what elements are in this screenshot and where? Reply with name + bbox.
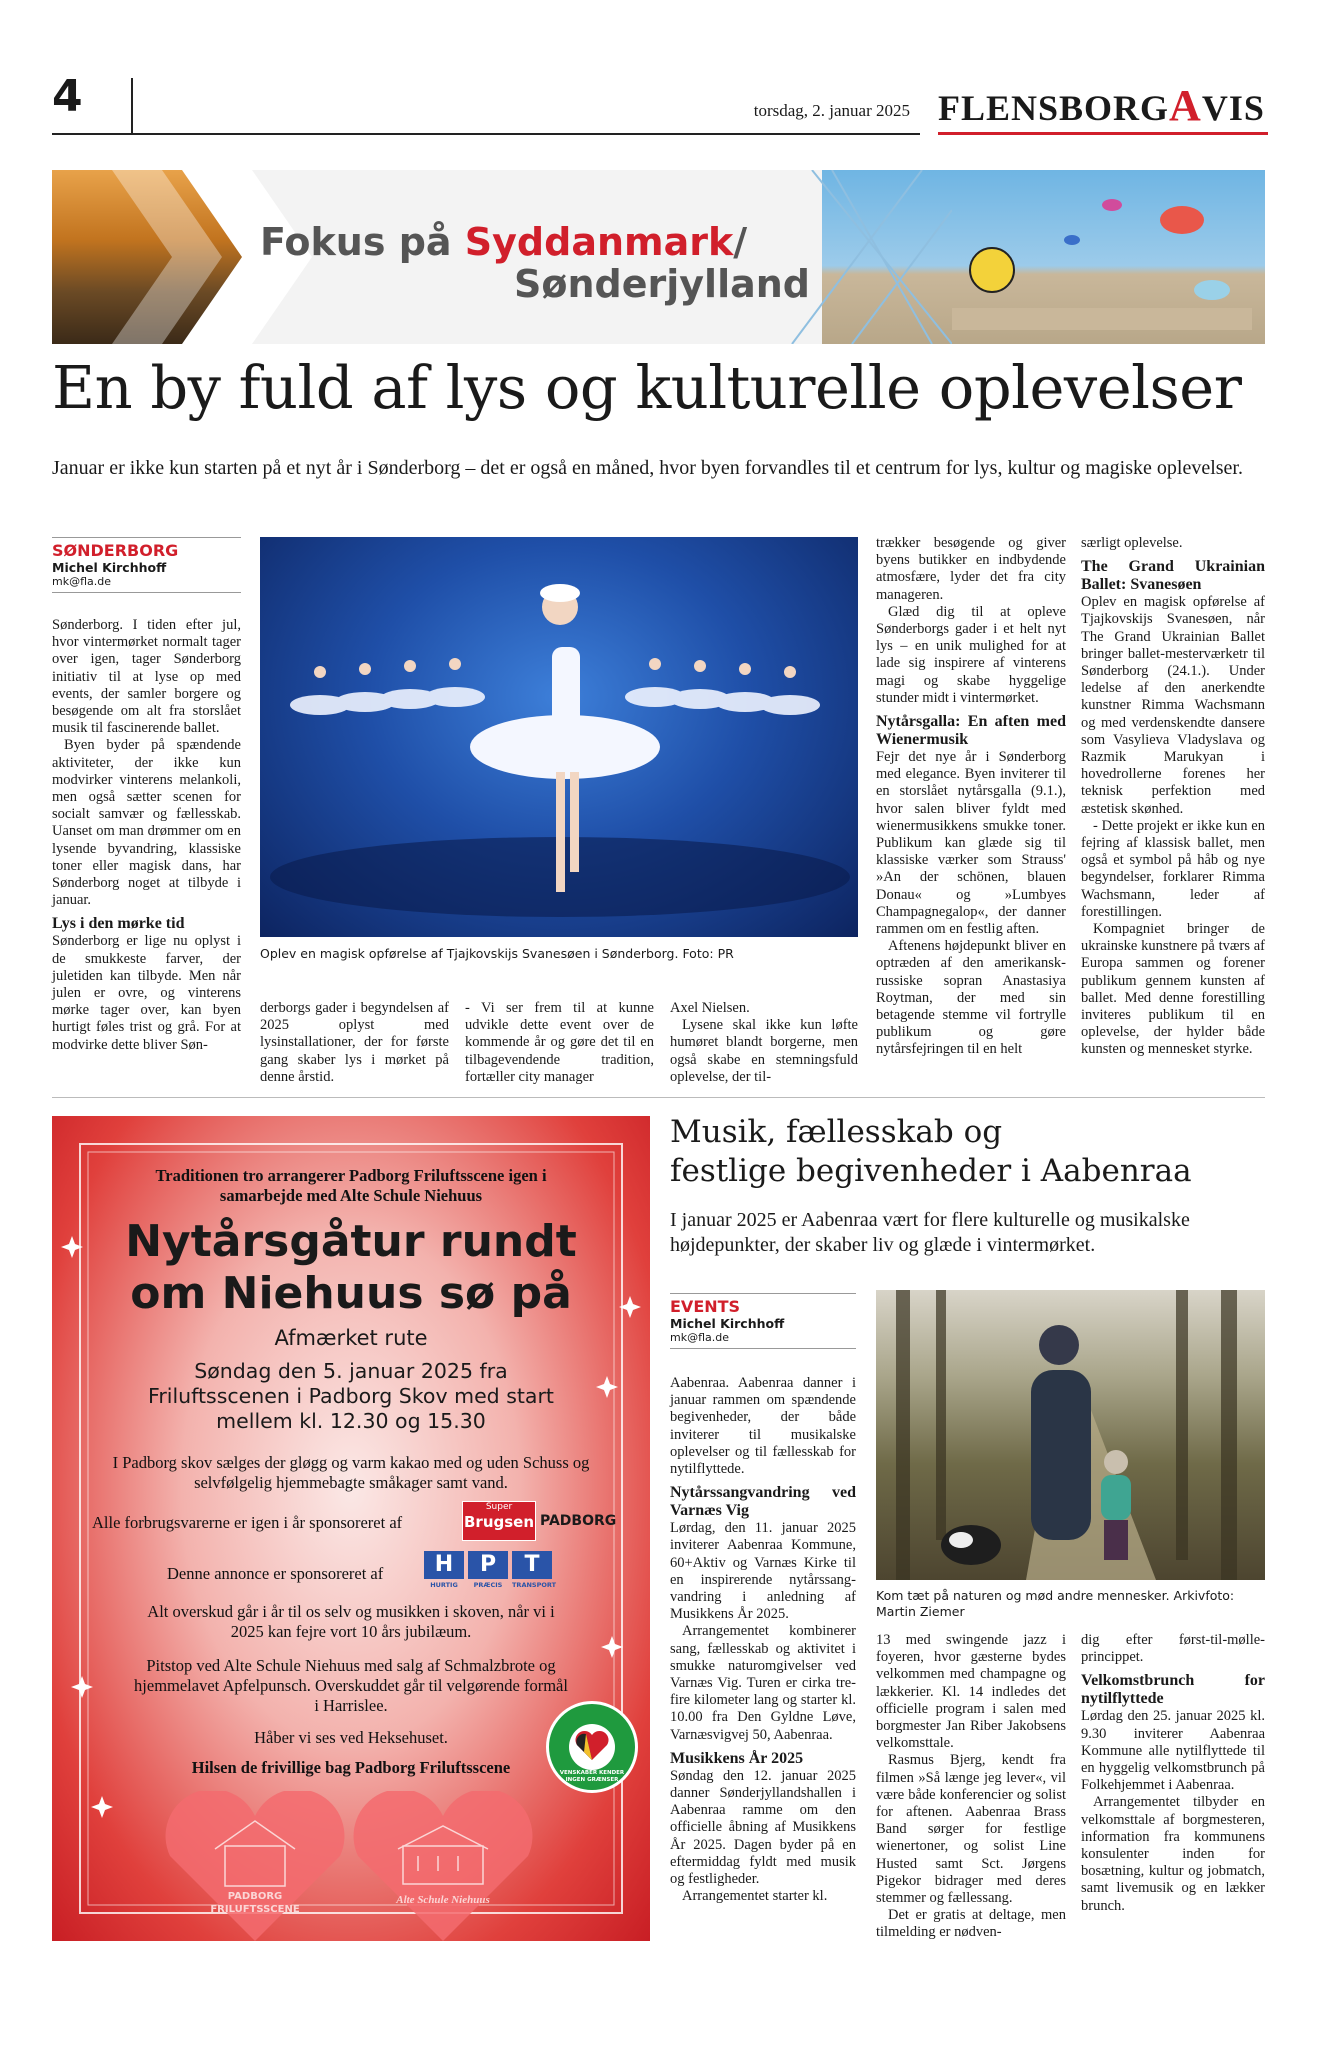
- article2-headline-line2: festlige begivenheder i Aabenraa: [670, 1153, 1192, 1189]
- article2-column-1: [670, 1375, 856, 1905]
- article1-subheading: Nytårsgalla: En aften med Wienermusik: [876, 713, 1066, 749]
- article2-paragraph: Aabenraa. Aabenraa danner i januar rammen om spændende begivenheder, der både inviterer til musikalske oplevelser og til fællesskab for nytilflyttede.: [670, 1375, 856, 1478]
- article1-headline: En by fuld af lys og kulturelle oplevelser: [52, 353, 1242, 422]
- byline-rule-top: [52, 537, 241, 538]
- heart2-line1: Alte Schule Niehuus: [396, 1894, 490, 1906]
- banner-title-line1: [260, 220, 747, 264]
- article2-column-2: [876, 1632, 1066, 1942]
- article1-column-2: [260, 1000, 449, 1086]
- article1-paragraph: Byen byder på spændende aktiviteter, der ikke kun modvirker vinterens melankoli, men også sætter scenen for socialt samvær og fællesskab. Uanset om man drømmer om en lysende byvandring, klassiske toner eller magisk dans, har Sønderborg noget at tilbyde i januar.: [52, 737, 241, 909]
- page-number: 4: [52, 71, 83, 122]
- advert-when: Søndag den 5. januar 2025 fra Friluftsscenen i Padborg Skov med start mellem kl. 12.30 og 15.30: [148, 1359, 554, 1433]
- article2-paragraph: dig efter først-til-mølle-princippet.: [1081, 1632, 1265, 1666]
- article2-lead: I januar 2025 er Aabenraa vært for flere kulturelle og musikalske højdepunkter, der skaber liv og glæde i vintermørket.: [670, 1209, 1190, 1256]
- article2-image-caption: Kom tæt på naturen og mød andre mennesker. Arkivfoto: Martin Ziemer: [876, 1588, 1235, 1619]
- article1-paragraph: - Dette projekt er ikke kun en fejring af klassisk ballet, men også et symbol på håb og nye begyndelser, forklarer Rimma Wachsmann, leder af forestillingen.: [1081, 817, 1265, 920]
- article1-column-1: [52, 617, 241, 1054]
- advert-intro: Traditionen tro arrangerer Padborg Friluftsscene igen i samarbejde med Alte Schule Niehuus: [155, 1166, 547, 1205]
- article1-paragraph: Oplev en magisk opførelse af Tjajkovskijs Svanesøen, når The Grand Ukrainian Ballet bringer ballet-mesterværketr til Sønderborg (24.1.). Under ledelse af den anerkendte kunstner Rimma Wachsmann og med verdenskendte dansere som Vasylieva Vladyslava og Razmik Marukyan i hovedrollerne forenes her teknisk perfektion med æstetisk skønhed.: [1081, 594, 1265, 817]
- article2-byline: [670, 1293, 856, 1349]
- article2-subheading: Nytårssangvandring ved Varnæs Vig: [670, 1484, 856, 1520]
- advert-sponsor1: Alle forbrugsvarerne er igen i år sponsoreret af: [92, 1513, 403, 1532]
- article2-paragraph: Rasmus Bjerg, kendt fra filmen »Så længe jeg lever«, vil være både konferencier og solist for aftenen. Aabenraa Brass Band sørger for festlige wienertoner, og solist Line Husted samt Sct. Jørgens Pigekor bidrager med deres stemmer og fællessang.: [876, 1752, 1066, 1907]
- article2-paragraph: Arrangementet kombinerer sang, fællesskab og aktivitet i smukke naturomgivelser ved Varnæs Vig. Turen er cirka tre-fire kilometer lang og starter kl. 10.00 fra Den Gyldne Løve, Varnæsvigvej 50, Aabenraa.: [670, 1623, 856, 1743]
- friendship-badge-text: VENSKABER KENDER INGEN GRÆNSER: [559, 1770, 625, 1783]
- forest-walk-photo: [876, 1290, 1265, 1580]
- advert-pitstop: Pitstop ved Alte Schule Niehuus med salg af Schmalzbrote og hjemmelavet Apfelpunsch. Overskuddet går til velgørende formål i Harrislee.: [134, 1656, 568, 1715]
- advert-box: [52, 1116, 650, 1941]
- heart-icon: [348, 1791, 538, 1941]
- article1-paragraph: Lysene skal ikke kun løfte humøret blandt borgerne, men også skabe en stemningsfuld oplevelse, der til-: [670, 1017, 858, 1085]
- banner-title-part1: Fokus på: [260, 220, 465, 264]
- hpt-logo-letter: T: [512, 1551, 552, 1579]
- byline-rule-bottom: [52, 592, 241, 593]
- hpt-logo-word: HURTIG: [430, 1581, 458, 1589]
- article1-column-5: [876, 535, 1066, 1059]
- ballet-dancers-graphic: [260, 537, 858, 937]
- heart1-line1: PADBORG: [227, 1891, 283, 1902]
- article2-headline: [670, 1113, 1265, 1191]
- advert-surplus: Alt overskud går i år til os selv og musikken i skoven, når vi i 2025 kan fejre vort 10 års jubilæum.: [147, 1602, 555, 1641]
- article2-subheading: Musikkens År 2025: [670, 1749, 804, 1767]
- byline-rule-top: [670, 1293, 856, 1294]
- article2-column-3: [1081, 1632, 1265, 1915]
- article1-kicker: SØNDERBORG: [52, 541, 179, 560]
- banner-title-line2: Sønderjylland: [514, 262, 810, 306]
- article2-email: mk@fla.de: [670, 1331, 730, 1344]
- article2-paragraph: Lørdag, den 11. januar 2025 inviterer Aabenraa Kommune, 60+Aktiv og Varnæs Kirke til en inspirerende nytårssang-vandring i anledning af Musikkens År 2025.: [670, 1520, 856, 1623]
- article2-paragraph: Det er gratis at deltage, men tilmelding er nødven-: [876, 1907, 1066, 1941]
- article1-paragraph: Kompagniet bringer de ukrainske kunstnere på tværs af Europa sammen og forener publikum gennem kunsten af ballet. Med denne forestilling inviteres publikum til en oplevelse, der hylder både kunsten og mennesket styrke.: [1081, 921, 1265, 1058]
- article1-paragraph: Glæd dig til at opleve Sønderborgs gader i et helt nyt lys – en unik mulighed for at lade sig inspirere af vinterens magi og skabe hyggelige stunder midt i vintermørket.: [876, 603, 1066, 706]
- article1-paragraph: derborgs gader i begyndelsen af 2025 oplyst med lysinstallationer, der for første gang skaber lys i mørket på denne årstid.: [260, 1000, 449, 1085]
- article1-subheading: Lys i den mørke tid: [52, 915, 185, 933]
- masthead-underline: [938, 132, 1268, 135]
- article2-author: Michel Kirchhoff: [670, 1316, 785, 1331]
- ballet-photo: [260, 537, 858, 937]
- padborg-label: PADBORG: [540, 1513, 617, 1529]
- heart1-line2: FRILUFTSSCENE: [210, 1904, 300, 1915]
- article1-lead: Januar er ikke kun starten på et nyt år i Sønderborg – det er også en måned, hvor byen forvandles til et centrum for lys, kultur og magiske oplevelser.: [52, 457, 1243, 479]
- masthead-left: FLENSBORG: [938, 88, 1170, 128]
- article1-email: mk@fla.de: [52, 575, 112, 588]
- section-divider: [52, 1097, 1265, 1098]
- article1-paragraph: Fejr det nye år i Sønderborg med elegance. Byen inviterer til en storslået nytårsgalla (9.1.), hvor salen bliver fyldt med wienermusikkens smukke toner. Publikum kan glæde sig til klassiske værker som Strauss' »An der schönen, blauen Donau« og »Lumbyes Champagnegalop«, der danner rammen om en festlig aften.: [876, 749, 1066, 938]
- issue-date: torsdag, 2. januar 2025: [753, 101, 910, 120]
- article2-paragraph: Søndag den 12. januar 2025 danner Sønderjyllandshallen i Aabenraa ramme om den officielle åbning af Musikkens År 2025. Dagen byder på en eftermiddag fyldt med musik og festligheder.: [670, 1767, 856, 1888]
- masthead-right: VIS: [1201, 88, 1265, 128]
- header-divider-vertical: [131, 78, 133, 133]
- article1-paragraph: Sønderborg. I tiden efter jul, hvor vintermørket normalt tager over igen, tager Sønderborg initiativ til at lyse op med events, der samler borgere og besøgende om alt fra storslået musik til fascinerende ballet.: [52, 617, 241, 737]
- byline-rule-bottom: [670, 1348, 856, 1349]
- advert-title: Nytårsgåtur rundt om Niehuus sø på: [125, 1216, 577, 1319]
- friendship-badge: [546, 1701, 638, 1793]
- article1-subheading: The Grand Ukrainian Ballet: Svanesøen: [1081, 558, 1265, 594]
- article1-paragraph: Axel Nielsen.: [670, 1000, 750, 1016]
- hpt-logo: [424, 1551, 556, 1591]
- banner-title-slash: /: [733, 220, 748, 264]
- heart-flag-icon: [574, 1730, 610, 1762]
- header-rule: [52, 133, 920, 135]
- article2-paragraph: Arrangementet starter kl.: [682, 1888, 828, 1905]
- article2-headline-line1: Musik, fællesskab og: [670, 1114, 1003, 1150]
- banner-kites: [952, 180, 1252, 330]
- article1-column-6: [1081, 535, 1265, 1059]
- masthead-a: A: [1169, 81, 1202, 130]
- article2-subheading: Velkomstbrunch for nytilflyttede: [1081, 1672, 1265, 1708]
- superbrugsen-logo-name: Brugsen: [463, 1513, 535, 1531]
- article2-paragraph: Arrangementet tilbyder en velkomsttale af borgmesteren, information fra kommunens konsulenter inden for bosætning, kultur og jobmatch, samt livemusik og en lækker brunch.: [1081, 1794, 1265, 1914]
- advert-sponsor2: Denne annonce er sponsoreret af: [167, 1564, 384, 1583]
- hpt-logo-word: TRANSPORT: [512, 1581, 557, 1589]
- hpt-logo-letter: P: [468, 1551, 508, 1579]
- article1-paragraph: særligt oplevelse.: [1081, 535, 1183, 551]
- article1-column-3: [465, 1000, 654, 1086]
- article2-paragraph: 13 med swingende jazz i foyeren, hvor gæsterne bydes velkommen med champagne og lækkerier. Kl. 14 indledes det officielle program i salen med borgmester Jan Riber Jakobsens velkomsttale.: [876, 1632, 1066, 1752]
- article1-paragraph: trækker besøgende og giver byens butikker en indbydende atmosfære, lyder det fra city manageren.: [876, 535, 1066, 603]
- advert-sale: I Padborg skov sælges der gløgg og varm kakao med og uden Schuss og selvfølgelig hjemmebagte småkager samt vand.: [112, 1453, 590, 1492]
- article2-paragraph: Lørdag den 25. januar 2025 kl. 9.30 inviterer Aabenraa Kommune alle nytilflyttede til en hyggelig velkomstbrunch på Folkehjemmet i Aabenraa.: [1081, 1708, 1265, 1794]
- article1-image-caption: Oplev en magisk opførelse af Tjajkovskijs Svanesøen i Sønderborg. Foto: PR: [260, 946, 734, 961]
- banner-title-highlight: Syddanmark: [464, 220, 734, 264]
- section-banner: [52, 170, 1265, 344]
- article1-author: Michel Kirchhoff: [52, 560, 167, 575]
- article1-paragraph: Aftenens højdepunkt bliver en optræden af den amerikansk-russiske sopran Anastasiya Roytman, der med sin betagende stemme vil fortrylle publikum og gøre nytårsfejringen til en helt: [876, 938, 1066, 1058]
- hpt-logo-word: PRÆCIS: [473, 1581, 503, 1589]
- advert-hope: Håber vi ses ved Heksehuset.: [254, 1728, 448, 1747]
- article2-kicker: EVENTS: [670, 1297, 741, 1316]
- masthead: [938, 81, 1268, 136]
- advert-subtitle: Afmærket rute: [274, 1326, 428, 1350]
- banner-diagonal-lines: [692, 170, 952, 344]
- article1-column-4: [670, 1000, 858, 1086]
- forest-walk-graphic: [876, 1290, 1265, 1580]
- article1-paragraph: - Vi ser frem til at kunne udvikle dette event over de kommende år og gøre det til en tilbagevendende tradition, fortæller city manager: [465, 1000, 654, 1085]
- heart-icon: [160, 1791, 350, 1941]
- superbrugsen-logo: [462, 1501, 536, 1541]
- superbrugsen-logo-top: Super: [485, 1502, 513, 1512]
- hpt-logo-letter: H: [424, 1551, 464, 1579]
- advert-greeting: Hilsen de frivillige bag Padborg Friluftsscene: [191, 1758, 511, 1777]
- article1-paragraph: Sønderborg er lige nu oplyst i de smukkeste farver, der juletiden kan tilbyde. Men når julen er ovre, og vinterens mørke tager over, kan byen hurtigt føles trist og grå. For at modvirke dette bliver Søn-: [52, 933, 241, 1053]
- article1-byline: [52, 537, 241, 593]
